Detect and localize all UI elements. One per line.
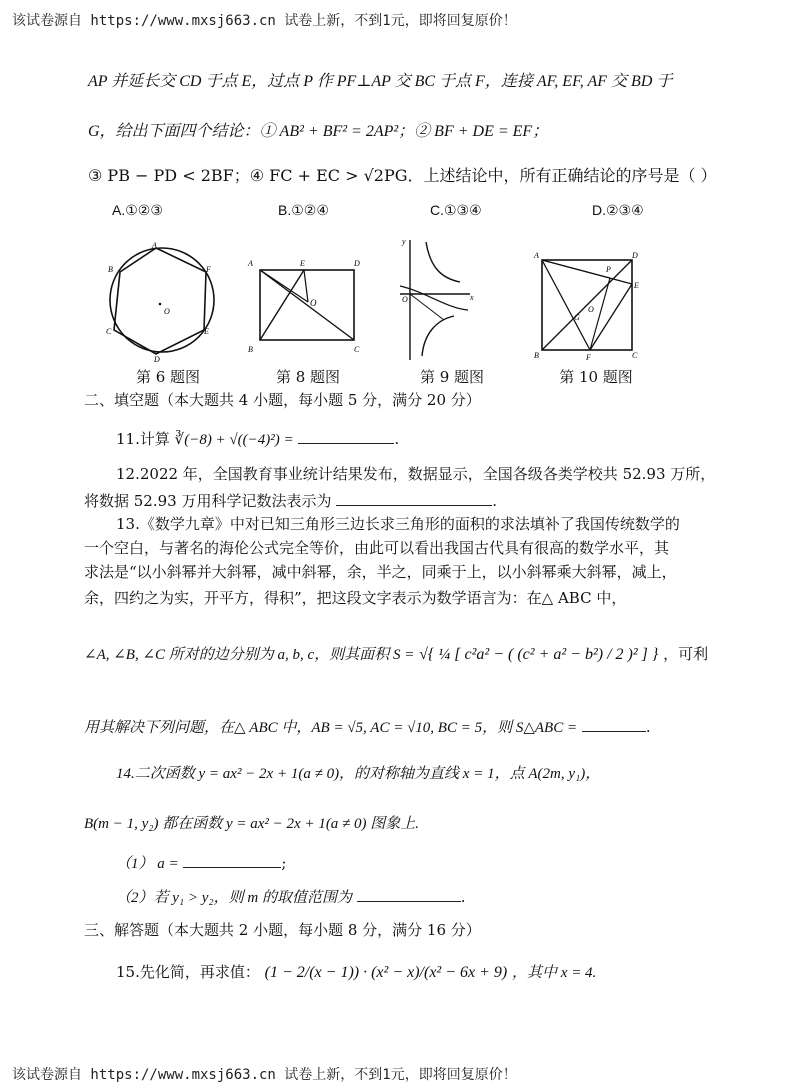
fig6-label-a: A [152, 241, 157, 250]
q14-part-2 [116, 886, 466, 908]
caption-figure-9: 第 9 题图 [419, 368, 485, 386]
fig9-label-y: y [402, 237, 406, 246]
fig10-label-p: P [606, 265, 611, 274]
fig10-label-e: E [634, 281, 639, 290]
q13-line-3: 求法是“以小斜幂并大斜幂，减中斜幂，余，半之，同乘于上，以小斜幂乘大斜幂，减上， [84, 563, 677, 581]
option-d: D.②③④ [592, 202, 644, 218]
q10-line-1: AP 并延长交 CD 于点 E，过点 P 作 PF⊥AP 交 BC 于点 F，连接 AF, EF, AF 交 BD 于 [88, 73, 673, 90]
fig10-label-a: A [534, 251, 539, 260]
caption-figure-6: 第 6 题图 [135, 368, 201, 386]
source-banner-bottom: 该试卷源自 https://www.mxsj663.cn 试卷上新，不到1元，即将回复原价！ [12, 1067, 517, 1083]
fig8-label-e: E [300, 259, 305, 268]
fig10-label-f: F [586, 353, 591, 362]
figure-8-diagram [240, 258, 370, 358]
q13-line-5-text: ∠A, ∠B, ∠C 所对的边分别为 a, b, c，则其面积 S = [84, 647, 415, 663]
fig6-label-d: D [154, 355, 160, 364]
q14-line-2: B(m − 1, y₂) 都在函数 y = ax² − 2x + 1(a ≠ 0) 图象上. [84, 816, 420, 832]
q13-area-formula: √{ ¼ [ c²a² − ( (c² + a² − b²) / 2 )² ] } [419, 646, 659, 663]
fig10-label-d: D [632, 251, 638, 260]
q12-line-2 [84, 490, 497, 511]
q14-part-2-end: . [460, 888, 466, 906]
question-11 [116, 428, 399, 450]
q13-line-4: 余，四约之为实，开平方，得积”，把这段文字表示为数学语言为：在△ ABC 中， [84, 589, 627, 607]
q14-part-2-blank [357, 886, 461, 902]
option-c: C.①③④ [430, 202, 482, 218]
q13-line-6-text: 用其解决下列问题，在△ ABC 中，AB = √5, AC = √10, BC = 5，则 S△ABC = [84, 720, 578, 736]
fig10-label-g: G [574, 313, 580, 322]
q13-line-2: 一个空白，与著名的海伦公式完全等价，由此可以看出我国古代具有很高的数学水平，其 [84, 539, 670, 557]
fig10-label-c: C [632, 351, 638, 360]
fig6-label-o: O [164, 307, 170, 316]
q14-line-1: 14.二次函数 y = ax² − 2x + 1(a ≠ 0)，的对称轴为直线 x = 1，点 A(2m, y₁)， [116, 766, 601, 782]
option-b: B.①②④ [278, 202, 329, 218]
q12-text: 将数据 52.93 万用科学记数法表示为 [84, 492, 332, 510]
q14-part-1-blank [183, 852, 281, 868]
option-a: A.①②③ [112, 202, 163, 218]
q15-suffix: ，其中 x = 4. [512, 965, 597, 981]
q15-prefix: 15.先化简，再求值： [116, 963, 260, 981]
q14-part-1-text: （1） a = [116, 856, 179, 872]
fig6-label-e: E [204, 327, 209, 336]
q14-part-1 [116, 852, 286, 874]
q13-line-5 [84, 644, 708, 665]
question-15 [116, 962, 596, 983]
q10-line-3: ③ PB − PD < 2BF；④ FC + EC > √2PG．上述结论中，所有正确结论的序号是（ ） [88, 166, 717, 185]
q12-line-1: 12.2022 年，全国教育事业统计结果发布，数据显示，全国各级各类学校共 52.93 万所， [116, 465, 716, 483]
q13-end: . [645, 718, 651, 736]
fig9-label-x: x [470, 293, 474, 302]
caption-figure-10: 第 10 题图 [559, 368, 633, 386]
fig6-label-b: B [108, 265, 113, 274]
q13-answer-blank [582, 716, 646, 732]
q13-line-5-end: ，可利 [663, 645, 709, 663]
caption-figure-8: 第 8 题图 [275, 368, 341, 386]
q13-line-1: 13.《数学九章》中对已知三角形三边长求三角形的面积的求法填补了我国传统数学的 [116, 515, 680, 533]
q11-prefix: 11.计算 [116, 430, 170, 448]
fig8-label-o: O [310, 298, 317, 308]
q14-part-1-end: ; [281, 854, 287, 872]
fig9-label-o: O [402, 295, 408, 304]
q10-line-2: G，给出下面四个结论：① AB² + BF² = 2AP²；② BF + DE = EF； [88, 123, 549, 140]
q12-end: . [492, 492, 498, 510]
q11-expression: ∛(−8) + √((−4)²) = [174, 432, 294, 448]
figure-10-diagram [528, 248, 648, 360]
fig6-label-f: F [206, 265, 211, 274]
fig6-label-c: C [106, 327, 112, 336]
q14-part-2-text: （2）若 y₁ > y₂，则 m 的取值范围为 [116, 890, 352, 906]
fig8-label-c: C [354, 345, 360, 354]
section-2-heading: 二、填空题（本大题共 4 小题，每小题 5 分，满分 20 分） [84, 391, 481, 409]
fig8-label-d: D [354, 259, 360, 268]
fig10-label-o: O [588, 305, 594, 314]
fig8-label-a: A [248, 259, 253, 268]
figure-9-diagram [396, 236, 486, 364]
q11-end: . [394, 430, 400, 448]
q11-answer-blank [298, 428, 394, 444]
source-banner-top: 该试卷源自 https://www.mxsj663.cn 试卷上新，不到1元，即将回复原价！ [12, 13, 517, 29]
q15-expression: (1 − 2/(x − 1)) · (x² − x)/(x² − 6x + 9) [264, 964, 508, 981]
q13-line-6 [84, 716, 651, 738]
q12-answer-blank [336, 490, 492, 506]
section-3-heading: 三、解答题（本大题共 2 小题，每小题 8 分，满分 16 分） [84, 921, 481, 939]
fig8-label-b: B [248, 345, 253, 354]
figure-6-diagram [100, 242, 230, 362]
fig10-label-b: B [534, 351, 539, 360]
